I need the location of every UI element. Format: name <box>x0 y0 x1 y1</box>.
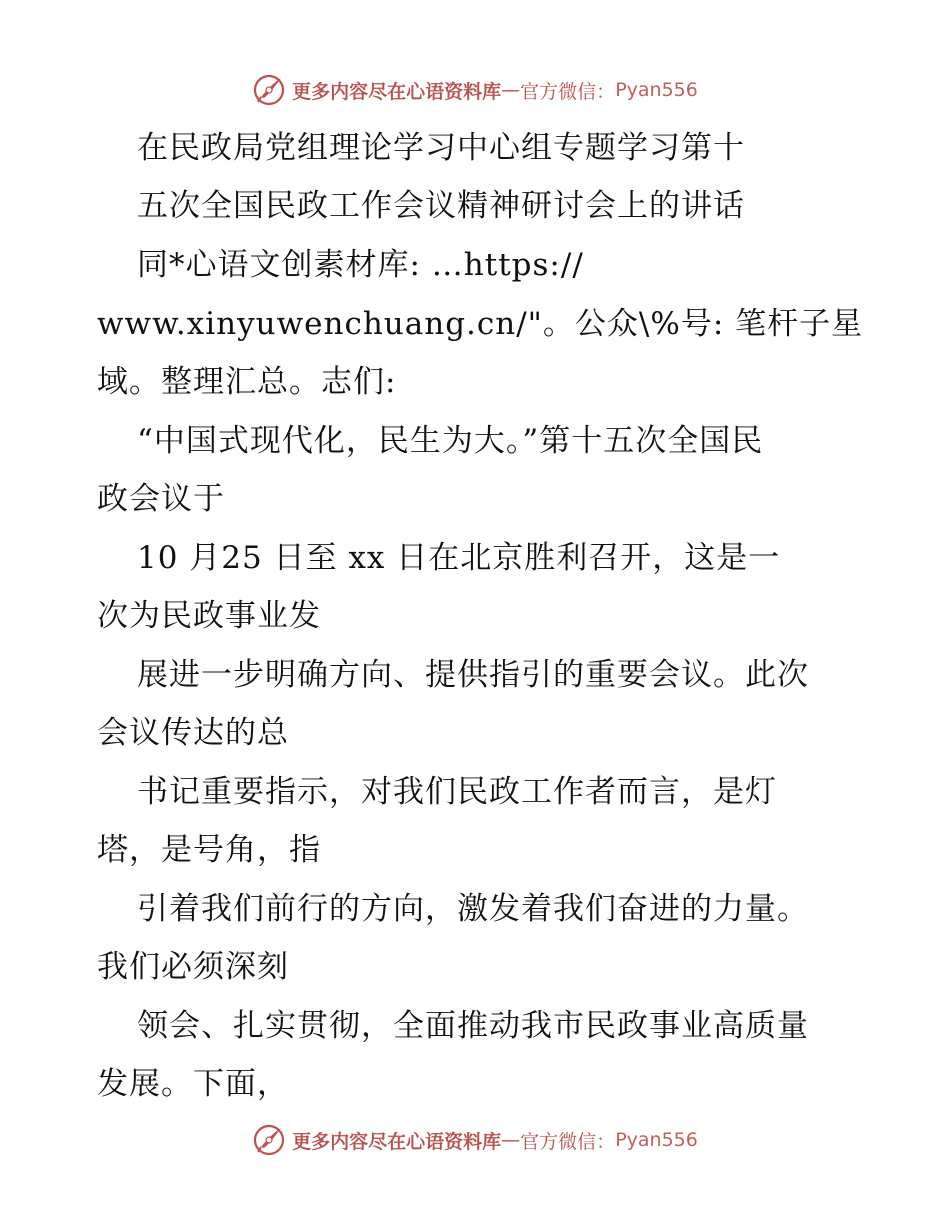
body-line: “中国式现代化，民生为大。”第十五次全国民 <box>137 423 764 459</box>
body-line: 同*心语文创素材库: …https:// <box>137 247 584 283</box>
body-line: 我们必须深刻 <box>97 949 289 985</box>
header-banner <box>0 70 950 110</box>
body-line: 会议传达的总 <box>97 715 289 751</box>
body-line: 发展。下面， <box>97 1066 289 1102</box>
body-line: 展进一步明确方向、提供指引的重要会议。此次 <box>137 657 809 693</box>
banner-wechat-label: 官方微信： <box>520 80 616 103</box>
banner-main-text: 更多内容尽在心语资料库 <box>292 1130 502 1153</box>
body-line: 10 月25 日至 xx 日在北京胜利召开，这是一 <box>137 540 781 576</box>
banner-wechat-label: 官方微信： <box>520 1130 616 1153</box>
quill-pen-logo-icon <box>252 73 286 107</box>
banner-wechat-id: Pyan556 <box>615 79 698 101</box>
title-line-1: 在民政局党组理论学习中心组专题学习第十 <box>137 130 745 166</box>
body-line: 次为民政事业发 <box>97 598 321 634</box>
banner-main-text: 更多内容尽在心语资料库 <box>292 80 502 103</box>
body-line: 塔，是号角，指 <box>97 832 321 868</box>
quill-pen-logo-icon <box>252 1123 286 1157</box>
body-line: 引着我们前行的方向，激发着我们奋进的力量。 <box>137 891 809 927</box>
footer-banner <box>0 1120 950 1160</box>
body-line: 领会、扎实贯彻，全面推动我市民政事业高质量 <box>137 1008 809 1044</box>
banner-separator: — <box>501 79 521 101</box>
title-line-2: 五次全国民政工作会议精神研讨会上的讲话 <box>137 188 745 224</box>
body-line: 书记重要指示，对我们民政工作者而言，是灯 <box>137 774 777 810</box>
body-line: www.xinyuwenchuang.cn/"。公众\%号: 笔杆子星 <box>97 306 864 342</box>
body-line: 域。整理汇总。志们: <box>97 364 397 400</box>
banner-separator: — <box>501 1129 521 1151</box>
banner-wechat-id: Pyan556 <box>615 1129 698 1151</box>
body-line: 政会议于 <box>97 481 225 517</box>
